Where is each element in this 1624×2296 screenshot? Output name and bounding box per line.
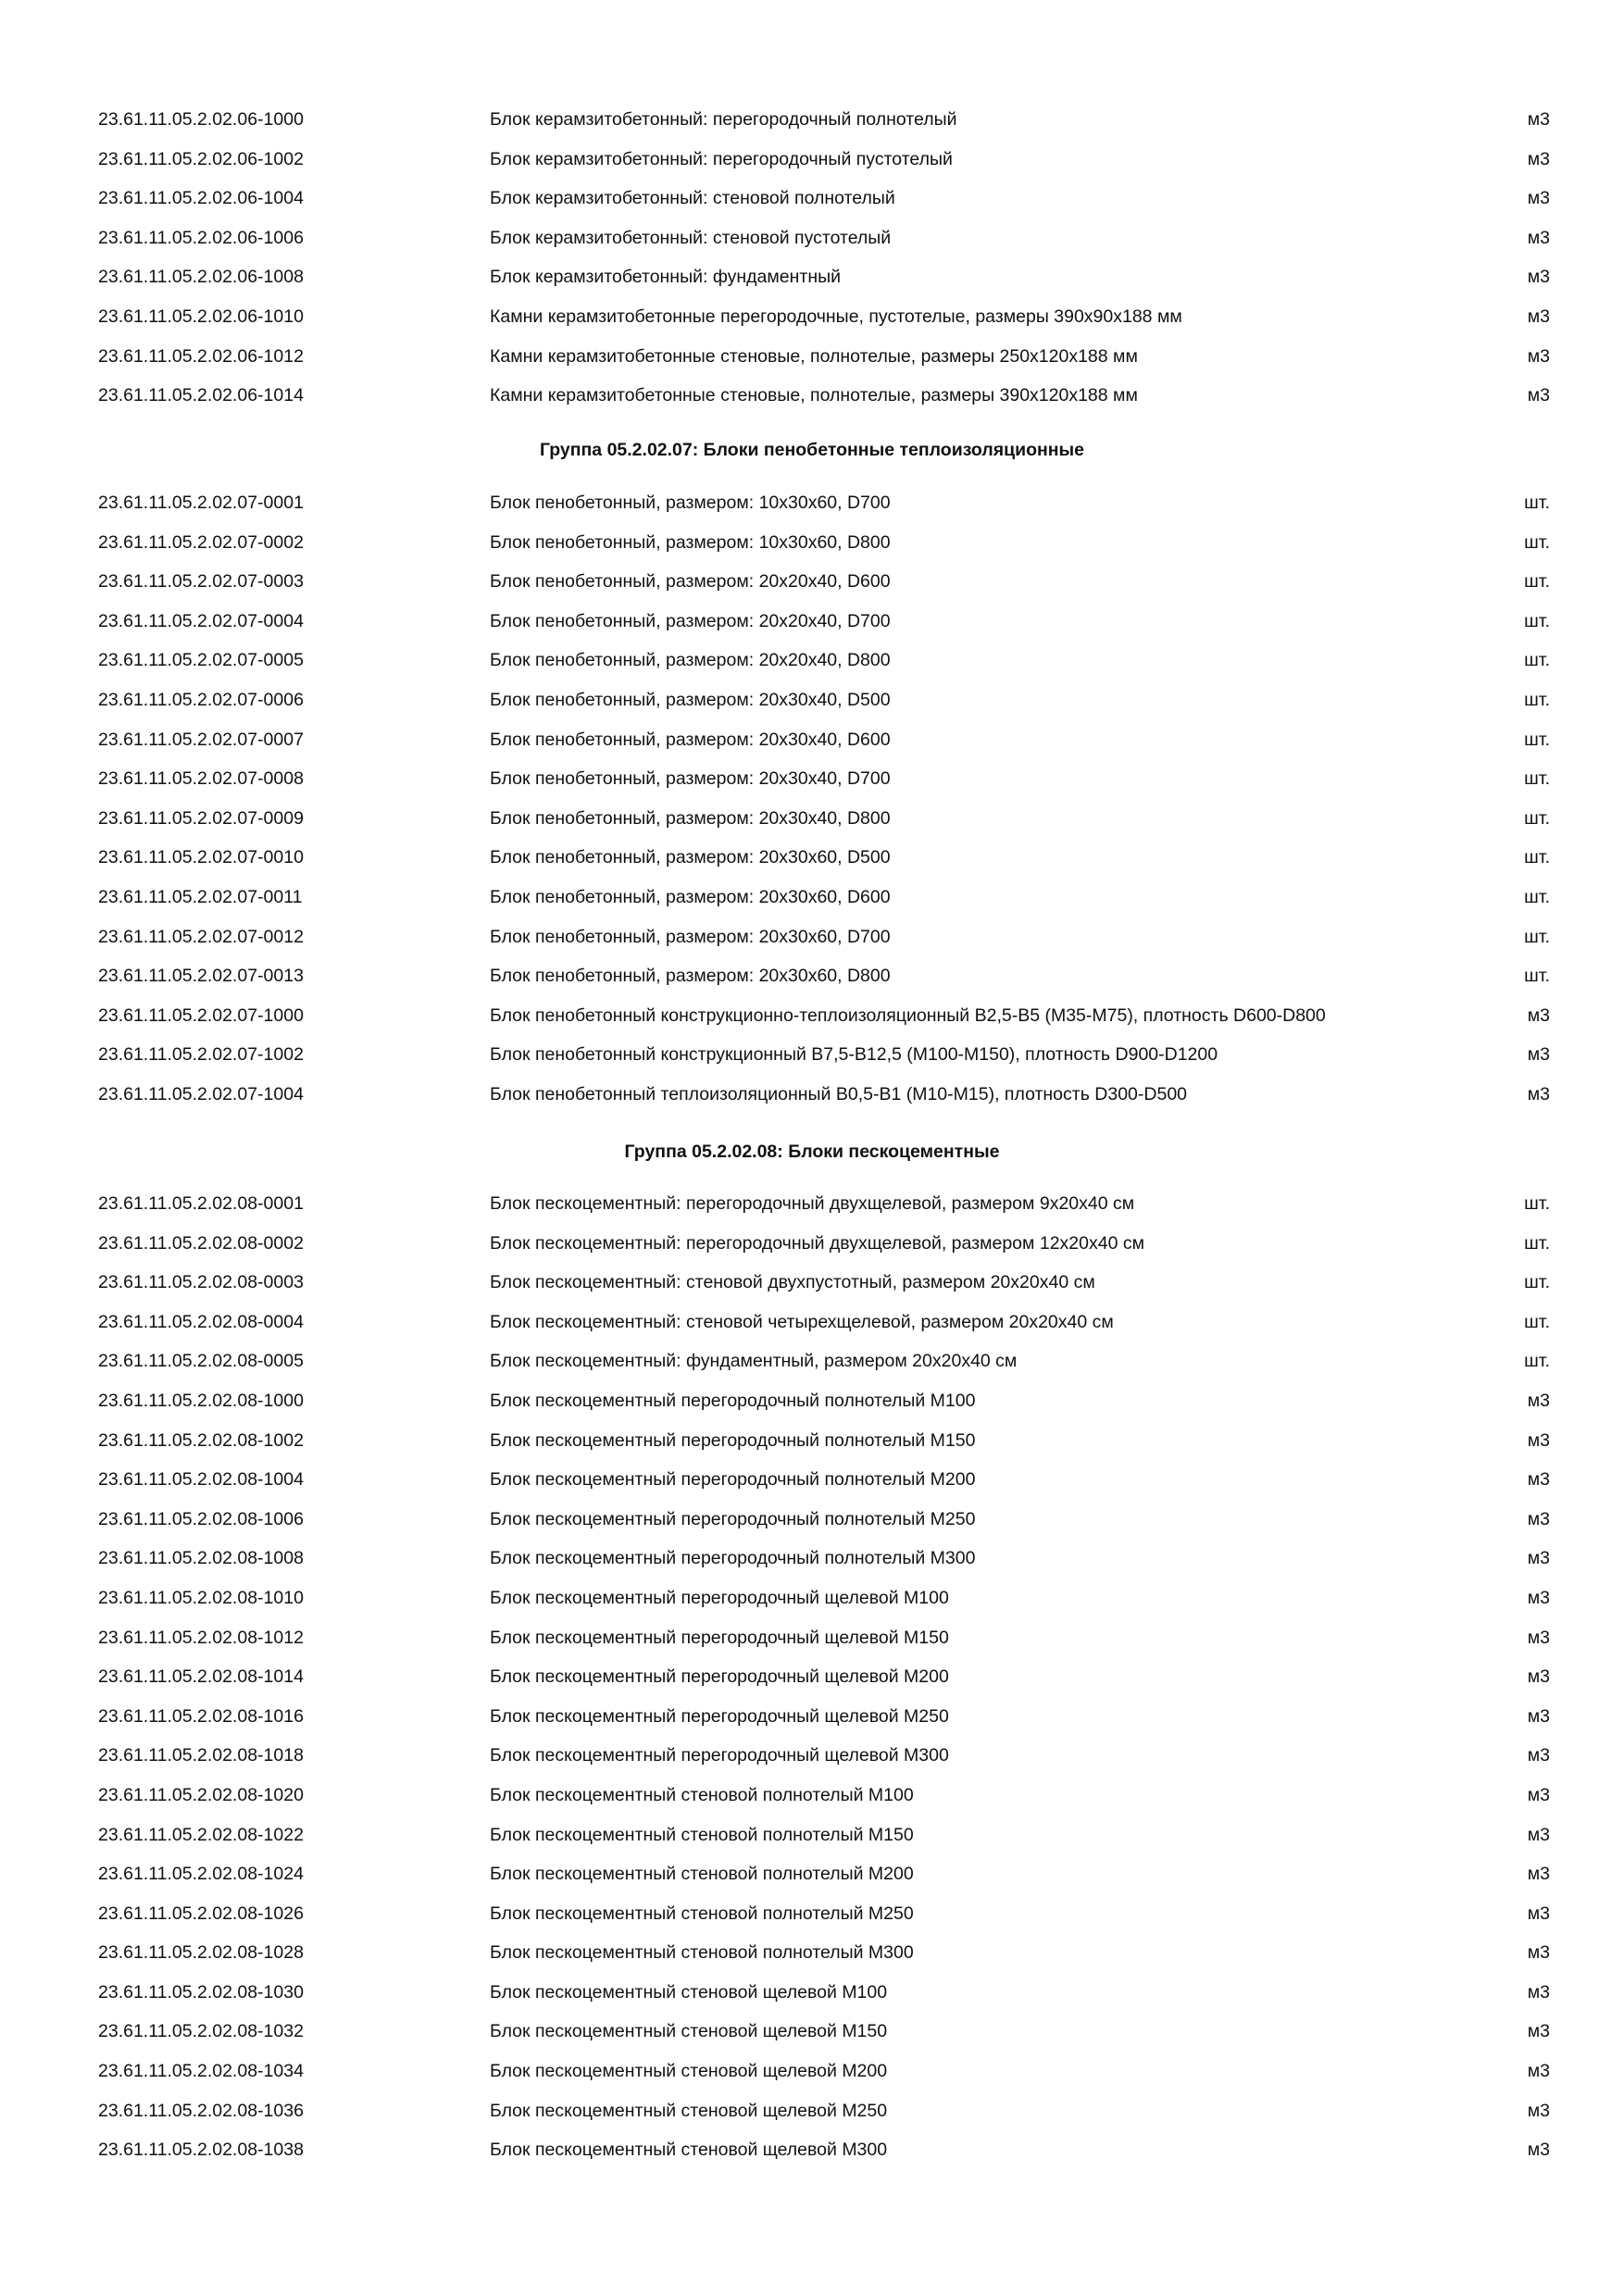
item-code: 23.61.11.05.2.02.07-0008 [98,768,304,790]
item-name: Камни керамзитобетонные перегородочные, пустотелые, размеры 390х90х188 мм [490,306,1182,327]
table-row [0,1421,1624,1461]
item-name: Блок керамзитобетонный: перегородочный полнотелый [490,109,957,130]
table-row [0,1697,1624,1737]
table-row [0,759,1624,799]
table-row [0,257,1624,297]
item-unit: м3 [1527,1429,1550,1451]
item-name: Блок пенобетонный, размером: 20х30х40, D600 [490,729,891,750]
table-row [0,1075,1624,1115]
item-code: 23.61.11.05.2.02.07-0003 [98,571,304,593]
item-name: Блок пескоцементный перегородочный полнотелый М150 [490,1429,976,1451]
item-code: 23.61.11.05.2.02.08-1026 [98,1903,304,1924]
table-row [0,2130,1624,2170]
table-row [0,376,1624,416]
item-code: 23.61.11.05.2.02.06-1002 [98,148,304,169]
item-unit: шт. [1524,1193,1550,1214]
item-unit: шт. [1524,729,1550,750]
item-code: 23.61.11.05.2.02.08-1024 [98,1864,304,1885]
item-unit: м3 [1527,1508,1550,1529]
group-title-05-2-02-08: Группа 05.2.02.08: Блоки пескоцементные [624,1142,1000,1162]
item-unit: шт. [1524,531,1550,553]
item-name: Блок пескоцементный: перегородочный двухщелевой, размером 12х20х40 см [490,1232,1144,1254]
item-unit: м3 [1527,385,1550,406]
item-unit: шт. [1524,886,1550,907]
item-unit: м3 [1527,148,1550,169]
item-name: Блок керамзитобетонный: перегородочный пустотелый [490,148,953,169]
item-name: Блок пескоцементный стеновой щелевой М100 [490,1981,888,2003]
item-unit: м3 [1527,1083,1550,1104]
item-code: 23.61.11.05.2.02.08-1006 [98,1508,304,1529]
item-name: Блок пескоцементный стеновой щелевой М300 [490,2140,888,2161]
item-unit: м3 [1527,1666,1550,1688]
item-name: Блок пескоцементный перегородочный полнотелый М250 [490,1508,976,1529]
item-name: Блок пескоцементный стеновой полнотелый М300 [490,1942,914,1964]
table-row [0,1776,1624,1816]
table-row [0,1973,1624,2013]
item-name: Камни керамзитобетонные стеновые, полнотелые, размеры 250х120х188 мм [490,345,1138,367]
item-code: 23.61.11.05.2.02.07-0002 [98,531,304,553]
item-name: Блок пенобетонный конструкционный В7,5-В12,5 (М100-М150), плотность D900-D1200 [490,1044,1218,1066]
item-name: Блок пенобетонный, размером: 20х30х40, D500 [490,689,891,710]
table-row [0,1736,1624,1776]
section-07-rows [0,483,1624,1115]
item-unit: м3 [1527,1903,1550,1924]
item-code: 23.61.11.05.2.02.08-1012 [98,1627,304,1648]
table-row [0,483,1624,523]
item-unit: шт. [1524,1351,1550,1372]
item-code: 23.61.11.05.2.02.08-1004 [98,1469,304,1491]
item-unit: м3 [1527,1745,1550,1766]
table-row [0,218,1624,258]
item-code: 23.61.11.05.2.02.08-1020 [98,1784,304,1805]
item-code: 23.61.11.05.2.02.08-1034 [98,2061,304,2082]
item-code: 23.61.11.05.2.02.08-0003 [98,1272,304,1293]
item-name: Блок пенобетонный, размером: 20х20х40, D600 [490,571,891,593]
item-name: Блок керамзитобетонный: фундаментный [490,267,842,288]
item-unit: м3 [1527,109,1550,130]
table-row [0,562,1624,602]
item-code: 23.61.11.05.2.02.06-1006 [98,227,304,248]
item-unit: м3 [1527,1004,1550,1026]
table-row [0,1460,1624,1500]
item-code: 23.61.11.05.2.02.06-1012 [98,345,304,367]
table-row [0,2091,1624,2131]
table-row [0,297,1624,337]
item-code: 23.61.11.05.2.02.07-0006 [98,689,304,710]
item-unit: м3 [1527,2140,1550,2161]
item-unit: м3 [1527,188,1550,209]
item-name: Блок пенобетонный, размером: 10х30х60, D700 [490,493,891,513]
item-unit: шт. [1524,966,1550,987]
table-row [0,100,1624,140]
item-name: Блок пенобетонный, размером: 20х30х60, D600 [490,886,891,907]
item-code: 23.61.11.05.2.02.08-0002 [98,1232,304,1254]
table-row [0,641,1624,680]
table-row [0,917,1624,957]
item-name: Блок пескоцементный стеновой полнотелый М250 [490,1903,914,1924]
item-unit: м3 [1527,1864,1550,1885]
item-name: Блок пескоцементный: фундаментный, размером 20х20х40 см [490,1351,1018,1372]
item-unit: м3 [1527,1981,1550,2003]
item-name: Блок пенобетонный, размером: 20х20х40, D800 [490,650,891,671]
item-code: 23.61.11.05.2.02.07-0001 [98,493,304,513]
item-name: Блок пескоцементный перегородочный щелевой М100 [490,1587,949,1608]
item-code: 23.61.11.05.2.02.07-0005 [98,650,304,671]
item-unit: шт. [1524,807,1550,829]
item-code: 23.61.11.05.2.02.06-1004 [98,188,304,209]
item-code: 23.61.11.05.2.02.08-1038 [98,2140,304,2161]
item-name: Блок пенобетонный, размером: 20х30х40, D800 [490,807,891,829]
table-row [0,1184,1624,1224]
item-unit: м3 [1527,2021,1550,2042]
item-unit: м3 [1527,1942,1550,1964]
item-code: 23.61.11.05.2.02.08-1000 [98,1390,304,1411]
item-unit: м3 [1527,1044,1550,1066]
table-row [0,799,1624,839]
item-name: Блок пескоцементный стеновой щелевой М150 [490,2021,888,2042]
item-name: Блок пескоцементный перегородочный щелевой М300 [490,1745,949,1766]
item-name: Блок пенобетонный, размером: 10х30х60, D800 [490,531,891,553]
item-name: Блок пенобетонный конструкционно-теплоизоляционный В2,5-В5 (М35-М75), плотность D600-D800 [490,1004,1326,1026]
table-row [0,523,1624,563]
item-code: 23.61.11.05.2.02.07-0007 [98,729,304,750]
table-row [0,1341,1624,1381]
item-unit: м3 [1527,1784,1550,1805]
item-code: 23.61.11.05.2.02.08-1002 [98,1429,304,1451]
table-row [0,1657,1624,1697]
item-name: Блок пенобетонный, размером: 20х30х60, D800 [490,966,891,987]
item-name: Блок пескоцементный стеновой полнотелый М200 [490,1864,914,1885]
section-06-rows [0,100,1624,416]
item-unit: м3 [1527,2061,1550,2082]
item-unit: шт. [1524,650,1550,671]
item-unit: шт. [1524,768,1550,790]
item-name: Блок пенобетонный теплоизоляционный В0,5-В1 (М10-М15), плотность D300-D500 [490,1083,1188,1104]
table-row [0,2012,1624,2052]
table-row [0,2052,1624,2091]
table-row [0,179,1624,218]
item-code: 23.61.11.05.2.02.06-1008 [98,267,304,288]
item-name: Блок пескоцементный стеновой щелевой М250 [490,2100,888,2121]
item-code: 23.61.11.05.2.02.08-1032 [98,2021,304,2042]
item-code: 23.61.11.05.2.02.08-0005 [98,1351,304,1372]
item-code: 23.61.11.05.2.02.08-0004 [98,1311,304,1332]
item-name: Блок пескоцементный перегородочный полнотелый М200 [490,1469,976,1491]
item-unit: м3 [1527,306,1550,327]
item-name: Блок пескоцементный перегородочный щелевой М250 [490,1705,949,1727]
table-row [0,1381,1624,1421]
table-row [0,337,1624,377]
item-code: 23.61.11.05.2.02.07-1000 [98,1004,304,1026]
item-unit: шт. [1524,1232,1550,1254]
item-name: Блок пескоцементный стеновой щелевой М200 [490,2061,888,2082]
item-unit: шт. [1524,847,1550,868]
item-name: Блок пескоцементный: стеновой четырехщелевой, размером 20х20х40 см [490,1311,1114,1332]
table-row [0,1500,1624,1540]
item-unit: м3 [1527,1469,1550,1491]
item-code: 23.61.11.05.2.02.06-1000 [98,109,304,130]
item-name: Блок керамзитобетонный: стеновой пустотелый [490,227,892,248]
item-unit: м3 [1527,2100,1550,2121]
item-code: 23.61.11.05.2.02.08-1008 [98,1548,304,1569]
item-unit: м3 [1527,1587,1550,1608]
item-code: 23.61.11.05.2.02.07-0009 [98,807,304,829]
item-code: 23.61.11.05.2.02.07-0010 [98,847,304,868]
table-row [0,1933,1624,1973]
table-row [0,956,1624,996]
item-unit: м3 [1527,1627,1550,1648]
table-row [0,1303,1624,1342]
item-unit: шт. [1524,1311,1550,1332]
table-row [0,602,1624,642]
item-name: Блок пескоцементный перегородочный полнотелый М300 [490,1548,976,1569]
item-name: Блок пескоцементный перегородочный щелевой М200 [490,1666,949,1688]
item-code: 23.61.11.05.2.02.07-0011 [98,886,303,907]
item-code: 23.61.11.05.2.02.08-1036 [98,2100,304,2121]
item-unit: шт. [1524,610,1550,631]
table-row [0,996,1624,1036]
item-code: 23.61.11.05.2.02.06-1014 [98,385,304,406]
item-name: Камни керамзитобетонные стеновые, полнотелые, размеры 390х120х188 мм [490,385,1138,406]
item-name: Блок пескоцементный стеновой полнотелый М100 [490,1784,914,1805]
item-unit: м3 [1527,1705,1550,1727]
item-unit: шт. [1524,926,1550,947]
table-row [0,1224,1624,1264]
table-row [0,1263,1624,1303]
table-row [0,1035,1624,1075]
item-name: Блок пескоцементный: стеновой двухпустотный, размером 20х20х40 см [490,1272,1095,1293]
table-row [0,720,1624,760]
item-code: 23.61.11.05.2.02.08-1028 [98,1942,304,1964]
table-row [0,1816,1624,1855]
table-row [0,838,1624,878]
item-code: 23.61.11.05.2.02.08-1016 [98,1705,304,1727]
item-code: 23.61.11.05.2.02.07-0004 [98,610,304,631]
item-code: 23.61.11.05.2.02.08-1010 [98,1587,304,1608]
item-name: Блок пескоцементный перегородочный полнотелый М100 [490,1390,976,1411]
item-unit: м3 [1527,1548,1550,1569]
table-row [0,1618,1624,1658]
table-row [0,1894,1624,1934]
item-unit: шт. [1524,1272,1550,1293]
section-08-rows [0,1184,1624,2170]
item-name: Блок пенобетонный, размером: 20х30х60, D700 [490,926,891,947]
table-row [0,140,1624,180]
item-code: 23.61.11.05.2.02.07-1002 [98,1044,304,1066]
item-name: Блок пенобетонный, размером: 20х20х40, D700 [490,610,891,631]
item-name: Блок пенобетонный, размером: 20х30х40, D700 [490,768,891,790]
item-unit: шт. [1524,493,1550,513]
table-row [0,1539,1624,1578]
item-name: Блок пескоцементный: перегородочный двухщелевой, размером 9х20х40 см [490,1193,1135,1214]
table-row [0,1578,1624,1618]
item-unit: м3 [1527,1390,1550,1411]
table-row [0,680,1624,720]
item-code: 23.61.11.05.2.02.08-1014 [98,1666,304,1688]
item-code: 23.61.11.05.2.02.08-1030 [98,1981,304,2003]
item-name: Блок керамзитобетонный: стеновой полнотелый [490,188,895,209]
item-unit: м3 [1527,227,1550,248]
item-code: 23.61.11.05.2.02.07-0012 [98,926,304,947]
item-unit: м3 [1527,345,1550,367]
item-name: Блок пескоцементный стеновой полнотелый М150 [490,1824,914,1845]
table-row [0,1854,1624,1894]
item-name: Блок пенобетонный, размером: 20х30х60, D500 [490,847,891,868]
item-code: 23.61.11.05.2.02.07-0013 [98,966,304,987]
group-title-05-2-02-07: Группа 05.2.02.07: Блоки пенобетонные теплоизоляционные [539,440,1085,460]
item-code: 23.61.11.05.2.02.08-0001 [98,1193,304,1214]
item-unit: шт. [1524,689,1550,710]
item-name: Блок пескоцементный перегородочный щелевой М150 [490,1627,949,1648]
item-unit: шт. [1524,571,1550,593]
item-code: 23.61.11.05.2.02.06-1010 [98,306,304,327]
table-row [0,878,1624,917]
item-code: 23.61.11.05.2.02.08-1018 [98,1745,304,1766]
item-unit: м3 [1527,267,1550,288]
item-code: 23.61.11.05.2.02.08-1022 [98,1824,304,1845]
item-code: 23.61.11.05.2.02.07-1004 [98,1083,304,1104]
item-unit: м3 [1527,1824,1550,1845]
